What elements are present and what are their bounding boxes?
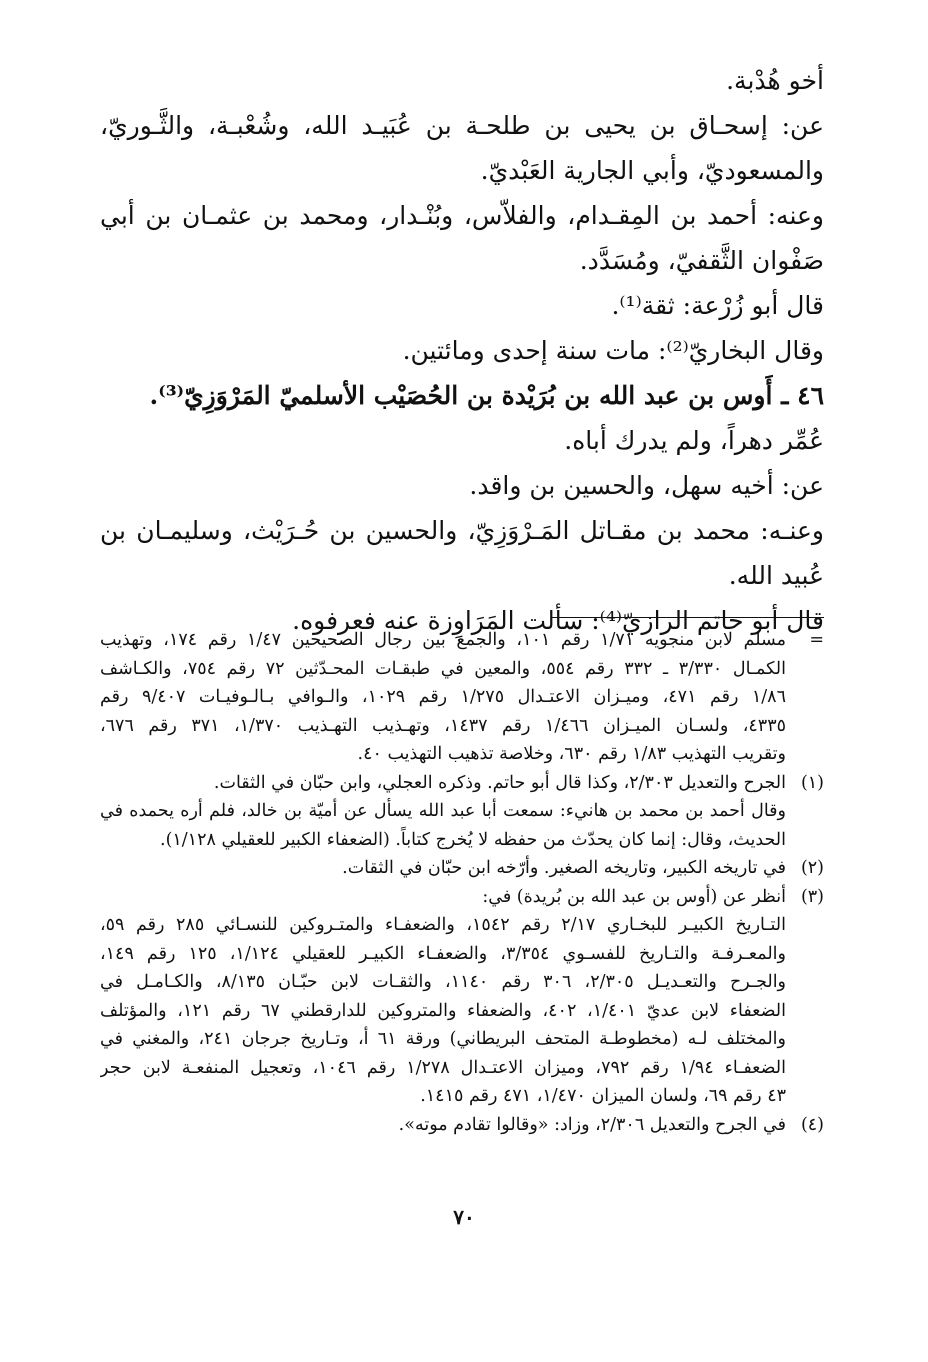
footnote-line: التـاريخ الكبيـر للبخـاري ٢/١٧ رقم ١٥٤٢، والضعفـاء والمتـروكين للنسـائي ٢٨٥ رقم ٥٩،	[100, 915, 786, 935]
footnote	[100, 1111, 824, 1140]
footnote-line: والمختلف لـه (مخطوطـة المتحف البريطاني) ورقة ٦١ أ، وتـاريخ جرجان ٢٤١، والمغني في	[100, 1029, 786, 1049]
footnote-marker: =	[809, 630, 824, 650]
footnote-line: ١/٨٦ رقم ٤٧١، وميـزان الاعتـدال ١/٢٧٥ رقم ١٠٢٩، والـوافي بـالـوفيـات ٩/٤٠٧ رقم	[100, 687, 786, 707]
text-line: صَفْوان الثَّقفيّ، ومُسَدَّد.	[579, 246, 824, 275]
text-line: أخو هُدْبة.	[726, 66, 824, 95]
main-text	[100, 58, 824, 643]
footnote-line: ٤٣٣٥، ولسـان الميـزان ١/٤٦٦ رقم ١٤٣٧، وتهـذيب التهـذيب ١/٣٧٠، ٣٧١ رقم ٦٧٦،	[100, 715, 786, 736]
entry-heading: ٤٦ ـ أَوس بن عبد الله بن بُرَيْدة بن الحُصَيْب الأسلميّ المَرْوَزِيّ⁽³⁾.	[149, 381, 824, 410]
text-line: قال أبو زُرْعة: ثقة⁽¹⁾.	[611, 291, 824, 320]
text-line: عن: إسحـاق بن يحيى بن طلحـة بن عُبَيـد الله، وشُعْبـة، والثَّـوريّ،	[100, 111, 824, 140]
text-line: عُمِّر دهراً، ولم يدرك أباه.	[564, 426, 824, 455]
page-number: ٧٠	[453, 1205, 475, 1229]
footnote-marker: (٤)	[800, 1114, 824, 1135]
footnote-line: وتقريب التهذيب ١/٨٣ رقم ٦٣٠، وخلاصة تذهيب التهذيب ٤٠.	[357, 744, 786, 764]
footnote-line: الكمـال ٣/٣٣٠ ـ ٣٣٢ رقم ٥٥٤، والمعين في طبقـات المحـدّثين ٧٢ رقم ٧٥٤، والكـاشف	[100, 658, 786, 679]
footnote-line: الحديث، وقال: إنما كان يحدّث من حفظه لا يُخرج كتاباً. (الضعفاء الكبير للعقيلي ١/١٢٨).	[160, 829, 786, 850]
footnote-line: وقال أحمد بن محمد بن هانيء: سمعت أبا عبد الله يسأل عن أميّة بن خالد، فلم أره يحمده في	[100, 801, 786, 821]
text-line: والمسعوديّ، وأبي الجارية العَبْديّ.	[480, 156, 824, 185]
footnote-line: أنظر عن (أوس بن عبد الله بن بُريدة) في:	[482, 886, 786, 907]
footnote-line: الضعفـاء ١/٩٤ رقم ٧٩٢، وميزان الاعتـدال ١/٢٧٨ رقم ١٠٤٦، وتعجيل المنفعـة لابن حجر	[100, 1057, 786, 1078]
footnote-line: الجرح والتعديل ٢/٣٠٣، وكذا قال أبو حاتم. وذكره العجلي، وابن حبّان في الثقات.	[213, 772, 786, 793]
text-line: عن: أخيه سهل، والحسين بن واقد.	[469, 471, 824, 500]
footnote	[100, 626, 824, 769]
footnote-separator	[552, 617, 824, 618]
text-line: وعنـه: محمد بن مقـاتل المَـرْوَزِيّ، والحسين بن حُـرَيْث، وسليمـان بن	[100, 516, 824, 545]
text-line: عُبيد الله.	[728, 561, 824, 590]
footnote-marker: (٣)	[800, 886, 824, 907]
footnote-marker: (٢)	[800, 858, 824, 878]
footnote-line: في الجرح والتعديل ٢/٣٠٦، وزاد: «وقالوا تقادم موته».	[398, 1114, 786, 1135]
footnote	[100, 769, 824, 855]
footnotes	[100, 626, 824, 1139]
footnote	[100, 883, 824, 1111]
footnote-line: والمعـرفـة والتـاريخ للفسـوي ٣/٣٥٤، والضعفـاء الكبيـر للعقيلي ١/١٢٤، ١٢٥ رقم ١٤٩،	[100, 943, 786, 964]
text-line: وقال البخاريّ⁽²⁾: مات سنة إحدى ومائتين.	[402, 336, 824, 365]
footnote-line: في تاريخه الكبير، وتاريخه الصغير. وأرّخه ابن حبّان في الثقات.	[342, 858, 786, 878]
footnote-line: والجـرح والتعـديـل ٢/٣٠٥، ٣٠٦ رقم ١١٤٠، والثقـات لابن حبّـان ٨/١٣٥، والكـامـل في	[100, 972, 786, 992]
text-line: قال أبو حاتم الرازيّ⁽⁴⁾: سألت المَرَاوِزة عنه فعرفوه.	[292, 606, 824, 635]
footnote-line: ٤٣ رقم ٦٩، ولسان الميزان ١/٤٧٠، ٤٧١ رقم ١٤١٥.	[420, 1086, 786, 1106]
footnote-line: مسلم لابن منجويه ١/٧١ رقم ١٠١، والجمع بين رجال الصحيحين ١/٤٧ رقم ١٧٤، وتهذيب	[100, 630, 786, 650]
text-line: وعنه: أحمد بن المِقـدام، والفلاّس، وبُنْـدار، ومحمد بن عثمـان بن أبي	[100, 201, 824, 230]
footnote-marker: (١)	[800, 772, 824, 793]
footnote	[100, 854, 824, 883]
footnote-line: الضعفاء لابن عديّ ١/٤٠١، ٤٠٢، والضعفاء والمتروكين للدارقطني ٦٧ رقم ١٢١، والمؤتلف	[100, 1000, 786, 1021]
